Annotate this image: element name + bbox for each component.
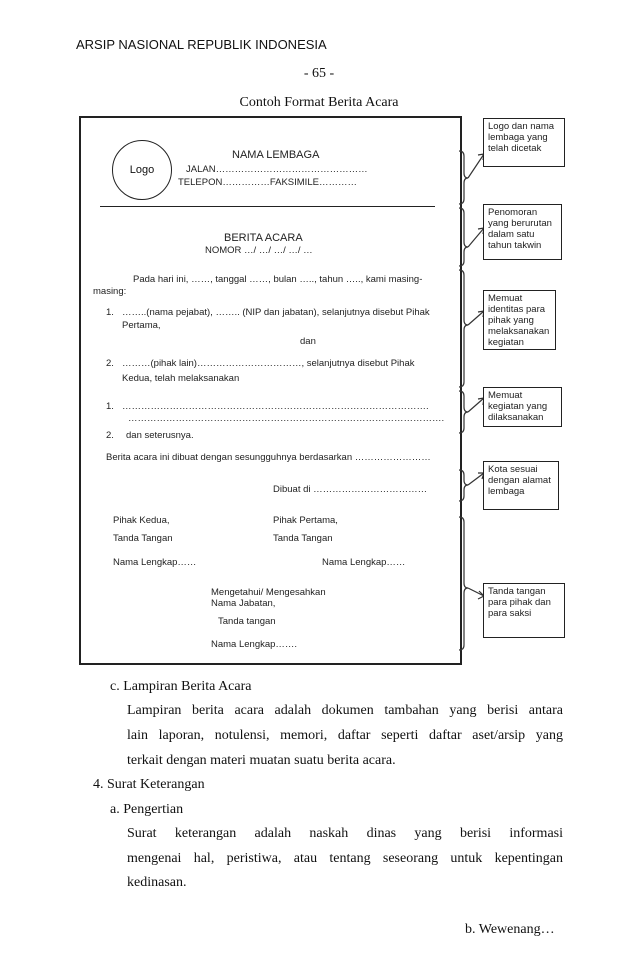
closing-statement: Berita acara ini dibuat dengan sesungguhnya berdasarkan …………………… [106, 452, 431, 463]
witness-name: Nama Lengkap……. [211, 639, 298, 650]
next-page-catchword: b. Wewenang… [465, 922, 555, 937]
first-party-name: Nama Lengkap…… [322, 557, 406, 568]
activity-1-line-1: ……………………………………………………………………………………. [122, 401, 429, 412]
party-connector: dan [300, 336, 316, 347]
brace-4 [459, 391, 468, 433]
address-line: JALAN………………………………………… [186, 164, 368, 175]
place-of-issue: Dibuat di ……………………………… [273, 484, 428, 495]
activity-1-number: 1. [106, 401, 114, 412]
item-a-heading: a. Pengertian [110, 802, 184, 817]
annotation-logo: Logo dan nama lembaga yang telah dicetak [483, 118, 565, 167]
activity-2-text: dan seterusnya. [126, 430, 194, 441]
archive-name: ARSIP NASIONAL REPUBLIK INDONESIA [76, 37, 327, 52]
item-c-line-2: lain laporan, notulensi, memori, daftar seperti daftar aset/arsip yang [127, 728, 563, 743]
party-1-line-2: Pertama, [122, 320, 161, 331]
figure-title: Contoh Format Berita Acara [239, 95, 399, 110]
brace-2 [459, 208, 468, 266]
party-2-line-2: Kedua, telah melaksanakan [122, 373, 240, 384]
annotation-numbering: Penomoran yang berurutan dalam satu tahun takwin [483, 204, 562, 260]
party-1-line-1: ……..(nama pejabat), …….. (NIP dan jabatan), selanjutnya disebut Pihak [122, 307, 430, 318]
annotation-party-identity: Memuat identitas para pihak yang melaksanakan kegiatan [483, 290, 556, 350]
letterhead-divider [100, 206, 435, 207]
activity-1-line-2: ………………………………………………………………………………………. [128, 413, 445, 424]
opening-line-2: masing: [93, 286, 127, 297]
item-c-heading: c. Lampiran Berita Acara [110, 679, 252, 694]
second-party-label: Pihak Kedua, [113, 515, 170, 526]
page-number: - 65 - [303, 66, 335, 81]
logo-placeholder [112, 140, 172, 200]
institution-name: NAMA LEMBAGA [232, 149, 320, 161]
party-2-number: 2. [106, 358, 114, 369]
activity-2-number: 2. [106, 430, 114, 441]
item-a-line-1: Surat keterangan adalah naskah dinas yang berisi informasi [127, 826, 563, 841]
phone-fax-line: TELEPON……………FAKSIMILE………… [178, 177, 357, 188]
brace-1 [459, 151, 468, 204]
brace-5 [459, 470, 468, 501]
party-1-number: 1. [106, 307, 114, 318]
logo-label: Logo [129, 164, 155, 176]
brace-3 [459, 270, 468, 387]
annotation-activity: Memuat kegiatan yang dilaksanakan [483, 387, 562, 427]
second-party-name: Nama Lengkap…… [113, 557, 197, 568]
first-party-label: Pihak Pertama, [273, 515, 338, 526]
opening-line-1: Pada hari ini, ……, tanggal ……, bulan ….., tahun ….., kami masing- [133, 274, 423, 285]
party-2-line-1: ………(pihak lain)……………………………, selanjutnya disebut Pihak [122, 358, 415, 369]
annotation-city: Kota sesuai dengan alamat lembaga [483, 461, 559, 510]
first-party-signature: Tanda Tangan [273, 533, 333, 544]
witness-title: Mengetahui/ Mengesahkan [211, 587, 326, 598]
item-c-line-1: Lampiran berita acara adalah dokumen tambahan yang berisi antara [127, 703, 563, 718]
document-title: BERITA ACARA [224, 232, 303, 244]
brace-6 [459, 517, 468, 650]
annotation-signatures: Tanda tangan para pihak dan para saksi [483, 583, 565, 638]
item-a-line-3: kedinasan. [127, 875, 187, 890]
item-a-line-2: mengenai hal, peristiwa, atau tentang seseorang untuk kepentingan [127, 851, 563, 866]
second-party-signature: Tanda Tangan [113, 533, 173, 544]
item-c-line-3: terkait dengan materi muatan suatu berita acara. [127, 753, 396, 768]
document-number: NOMOR …/ …/ …/ …/ … [205, 245, 313, 256]
section-4-heading: 4. Surat Keterangan [93, 777, 205, 792]
witness-signature: Tanda tangan [218, 616, 276, 627]
witness-position: Nama Jabatan, [211, 598, 276, 609]
